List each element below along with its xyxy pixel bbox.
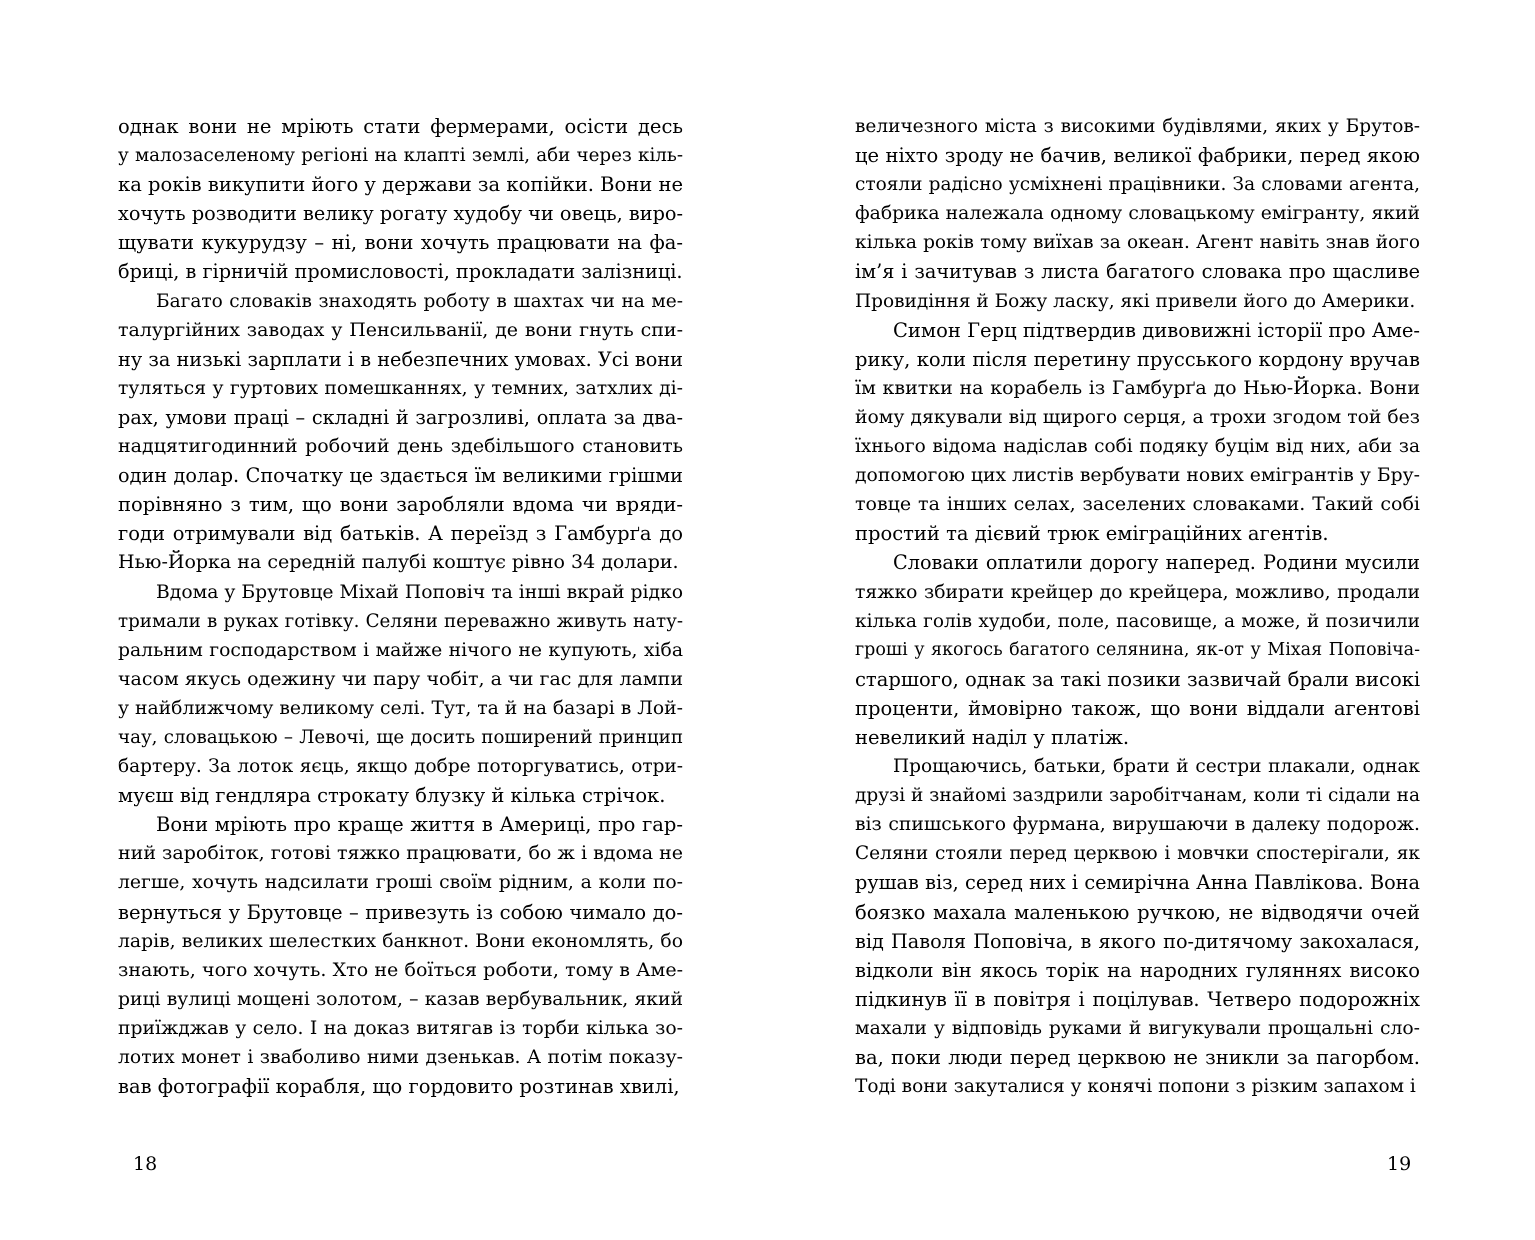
text-line: рах, умови праці – складні й загрозливі, оплата за два- — [118, 405, 683, 429]
text-line: ний заробіток, готові тяжко працювати, бо ж і вдома не — [118, 842, 683, 865]
text-line: талургійних заводах у Пенсильванії, де вони гнуть спи- — [118, 318, 683, 341]
paragraph — [118, 810, 683, 1101]
text-line: ка років викупити його у держави за копійки. Вони не — [118, 173, 683, 197]
text-line: у малозаселеному регіоні на клапті землі, аби через кіль- — [118, 145, 683, 167]
text-line: віз спишського фурмана, вирушаючи в далеку подорож. — [855, 814, 1420, 836]
text-line: хочуть розводити велику рогату худобу чи овець, виро- — [118, 202, 683, 226]
text-line: Провидіння й Божу ласку, які привели його до Америки. — [855, 290, 1416, 312]
text-line: йому дякували від щирого серця, а трохи згодом той без — [855, 406, 1420, 428]
text-line: товце та інших селах, заселених словаками. Такий собі — [855, 493, 1420, 516]
text-line: вав фотографії корабля, що гордовито розтинав хвилі, — [118, 1075, 680, 1099]
paragraph — [118, 578, 683, 811]
text-line: відколи він якось торік на народних гуляннях високо — [855, 958, 1420, 982]
text-line: Вони мріють про краще життя в Америці, про гар- — [156, 813, 683, 837]
text-line: від Паволя Поповіча, в якого по-дитячому закохалася, — [855, 929, 1420, 953]
text-line: гроші у якогось багатого селянина, як-от у Міхая Поповіча- — [855, 639, 1420, 660]
text-line: знають, чого хочуть. Хто не боїться роботи, тому в Аме- — [118, 958, 683, 981]
paragraph — [855, 316, 1420, 549]
text-line: їхнього відома надіслав собі подяку буцім від них, аби за — [855, 436, 1420, 458]
text-line: Словаки оплатили дорогу наперед. Родини мусили — [893, 551, 1420, 575]
right-page-number: 19 — [1387, 1153, 1412, 1175]
left-page — [0, 0, 767, 1240]
text-line: Прощаючись, батьки, брати й сестри плакали, однак — [893, 756, 1420, 778]
text-line: фабрика належала одному словацькому емігранту, який — [855, 203, 1420, 225]
text-line: бартеру. За лоток яєць, якщо добре поторгуватись, отри- — [118, 756, 683, 778]
text-line: ларів, великих шелестких банкнот. Вони економлять, бо — [118, 930, 683, 952]
text-line: рику, коли після перетину прусського кордону вручав — [855, 347, 1420, 371]
text-line: один долар. Спочатку це здається їм великими грішми — [118, 464, 683, 488]
text-line: Тоді вони закуталися у конячі попони з різким запахом і — [855, 1076, 1416, 1098]
text-line: простий та дієвий трюк еміграційних агентів. — [855, 522, 1329, 546]
text-line: туляться у гуртових помешканнях, у темних, затхлих ді- — [118, 377, 683, 399]
text-line: тримали в руках готівку. Селяни переважно живуть нату- — [118, 610, 683, 632]
text-line: Багато словаків знаходять роботу в шахтах чи на ме- — [156, 290, 683, 312]
text-line: муєш від гендляра строкату блузку й кілька стрічок. — [118, 784, 666, 808]
text-line: це ніхто зроду не бачив, великої фабрики, перед якою — [855, 144, 1420, 168]
text-line: вернуться у Брутовце – привезуть із собою чимало до- — [118, 900, 683, 924]
text-line: махали у відповідь руками й вигукували прощальні сло- — [855, 1017, 1420, 1039]
text-line: величезного міста з високими будівлями, яких у Брутов- — [855, 116, 1420, 137]
text-line: друзі й знайомі заздрили заробітчанам, коли ті сідали на — [855, 785, 1420, 807]
text-line: їм квитки на корабель із Гамбурґа до Нью-Йорка. Вони — [855, 376, 1420, 399]
text-line: стояли радісно усміхнені працівники. За словами агента, — [855, 174, 1420, 196]
paragraph — [855, 752, 1420, 1101]
text-line: ральним господарством і майже нічого не купують, хіба — [118, 639, 683, 661]
text-line: бриці, в гірничій промисловості, прокладати залізниці. — [118, 260, 683, 284]
text-line: рушав віз, серед них і семирічна Анна Павлікова. Вона — [855, 871, 1420, 895]
text-line: чау, словацькою – Левочі, ще досить поширений принцип — [118, 726, 683, 748]
text-line: допомогою цих листів вербувати нових емігрантів у Бру- — [855, 465, 1420, 487]
text-line: годи отримували від батьків. А переїзд з Гамбурґа до — [118, 522, 683, 546]
paragraph — [118, 287, 683, 578]
text-line: порівняно з тим, що вони заробляли вдома чи вряди- — [118, 493, 683, 517]
left-page-number: 18 — [133, 1153, 158, 1175]
text-line: у найближчому великому селі. Тут, та й на базарі в Лой- — [118, 697, 683, 719]
text-line: легше, хочуть надсилати гроші своїм рідним, а коли по- — [118, 872, 683, 894]
text-line: тяжко збирати крейцер до крейцера, можливо, продали — [855, 581, 1420, 603]
paragraph — [118, 112, 683, 287]
text-line: ім’я і зачитував з листа багатого словака про щасливе — [855, 260, 1420, 284]
text-line: приїжджав у село. І на доказ витягав із торби кілька зо- — [118, 1017, 683, 1039]
text-line: проценти, ймовірно також, що вони віддали агентові — [855, 696, 1420, 720]
text-line: ва, поки люди перед церквою не зникли за пагорбом. — [855, 1046, 1420, 1069]
text-line: надцятигодинний робочий день здебільшого становить — [118, 435, 683, 458]
text-line: Симон Герц підтвердив дивовижні історії про Аме- — [893, 318, 1420, 342]
paragraph — [855, 112, 1420, 316]
left-page-text — [118, 112, 683, 1101]
text-line: кілька голів худоби, поле, пасовище, а може, й позичили — [855, 610, 1420, 632]
text-line: підкинув її в повітря і поцілував. Четверо подорожніх — [855, 987, 1420, 1011]
text-line: Нью-Йорка на середній палубі коштує рівно 34 долари. — [118, 551, 679, 574]
paragraph — [855, 548, 1420, 752]
text-line: кілька років тому виїхав за океан. Агент навіть знав його — [855, 232, 1420, 254]
text-line: лотих монет і зваболиво ними дзенькав. А потім показу- — [118, 1047, 683, 1068]
text-line: щувати кукурудзу – ні, вони хочуть працювати на фа- — [118, 231, 683, 255]
text-line: Вдома у Брутовце Міхай Поповіч та інші вкрай рідко — [156, 581, 684, 603]
text-line: невеликий наділ у платіж. — [855, 725, 1130, 749]
text-line: старшого, однак за такі позики зазвичай брали високі — [855, 667, 1421, 691]
text-line: ну за низькі зарплати і в небезпечних умовах. Усі вони — [118, 347, 683, 371]
right-page-text — [855, 112, 1420, 1101]
right-page — [767, 0, 1534, 1240]
text-line: боязко махала маленькою ручкою, не відводячи очей — [855, 900, 1420, 924]
text-line: часом якусь одежину чи пару чобіт, а чи гас для лампи — [118, 667, 683, 690]
text-line: риці вулиці мощені золотом, – казав вербувальник, який — [118, 988, 683, 1010]
text-line: однак вони не мріють стати фермерами, осісти десь — [118, 115, 683, 138]
text-line: Селяни стояли перед церквою і мовчки спостерігали, як — [855, 843, 1420, 865]
